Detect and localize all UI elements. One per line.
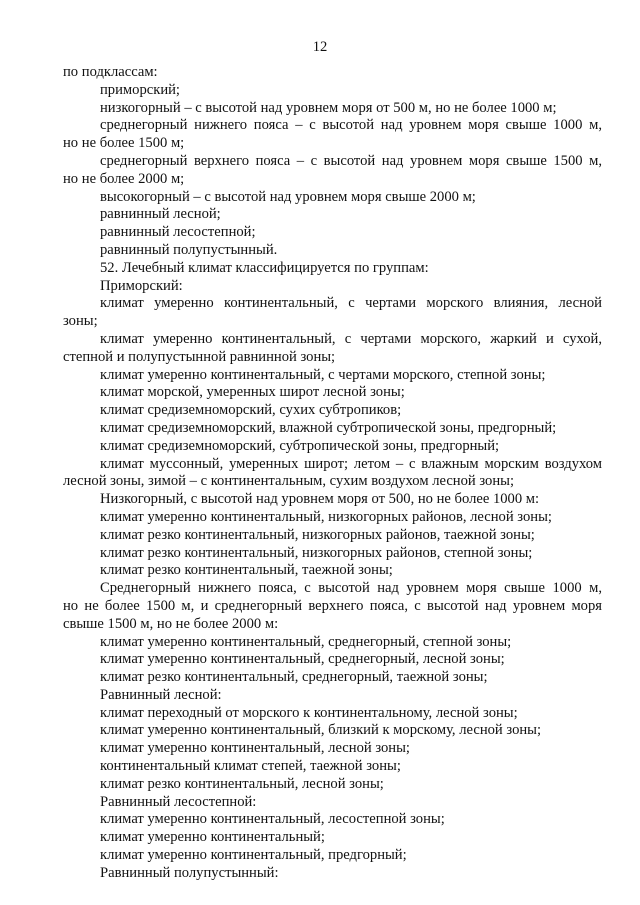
- text-line: климат умеренно континентальный, среднегорный, степной зоны;: [100, 633, 512, 650]
- text-line: климат переходный от морского к континентальному, лесной зоны;: [100, 704, 518, 721]
- text-line: климат умеренно континентальный, с чертами морского, степной зоны;: [100, 366, 546, 383]
- text-line: климат средиземноморский, сухих субтропиков;: [100, 402, 402, 419]
- text-line: климат резко континентальный, лесной зоны;: [100, 775, 384, 792]
- text-line: климат резко континентальный, среднегорный, таежной зоны;: [100, 669, 488, 686]
- text-line: высокогорный – с высотой над уровнем моря свыше 2000 м;: [100, 188, 476, 205]
- page-number: 12: [312, 39, 328, 55]
- text-line: климат умеренно континентальный, лесостепной зоны;: [100, 811, 445, 828]
- text-line: континентальный климат степей, таежной зоны;: [100, 758, 401, 775]
- text-line: климат умеренно континентальный, с чертами морского, жаркий и сухой,: [100, 330, 602, 347]
- text-line: климат умеренно континентальный, предгорный;: [100, 847, 407, 864]
- document-body: [63, 64, 602, 883]
- text-line: климат средиземноморский, субтропической зоны, предгорный;: [100, 437, 500, 454]
- text-line: климат муссонный, умеренных широт; летом – с влажным морским воздухом: [100, 455, 602, 472]
- text-line: среднегорный нижнего пояса – с высотой над уровнем моря свыше 1000 м,: [100, 117, 602, 134]
- text-line: климат умеренно континентальный, с чертами морского влияния, лесной: [100, 295, 602, 312]
- text-line: климат умеренно континентальный, среднегорный, лесной зоны;: [100, 651, 505, 668]
- text-line: климат умеренно континентальный, низкогорных районов, лесной зоны;: [100, 508, 552, 525]
- text-line: Равнинный лесной:: [100, 686, 222, 703]
- text-line: приморский;: [100, 81, 180, 98]
- text-line: Равнинный лесостепной:: [100, 793, 257, 810]
- text-line: по подклассам:: [63, 64, 158, 80]
- text-line: климат умеренно континентальный, близкий к морскому, лесной зоны;: [100, 722, 542, 739]
- text-line: равнинный полупустынный.: [100, 241, 278, 258]
- text-line: Приморский:: [100, 277, 183, 294]
- text-line: Низкогорный, с высотой над уровнем моря от 500, но не более 1000 м:: [100, 491, 540, 508]
- text-line: свыше 1500 м, но не более 2000 м:: [63, 615, 279, 632]
- text-line: климат средиземноморский, влажной субтропической зоны, предгорный;: [100, 419, 557, 436]
- text-line: климат умеренно континентальный;: [100, 829, 325, 846]
- text-line: климат резко континентальный, низкогорных районов, степной зоны;: [100, 544, 533, 561]
- text-line: степной и полупустынной равнинной зоны;: [63, 348, 336, 365]
- text-line: равнинный лесной;: [100, 206, 221, 223]
- text-line: климат резко континентальный, таежной зоны;: [100, 562, 393, 579]
- text-line: но не более 2000 м;: [63, 170, 185, 187]
- text-line: зоны;: [63, 313, 98, 330]
- text-line: климат резко континентальный, низкогорных районов, таежной зоны;: [100, 526, 535, 543]
- text-line: но не более 1500 м;: [63, 135, 185, 152]
- text-line: но не более 1500 м, и среднегорный верхнего пояса, с высотой над уровнем моря: [63, 597, 602, 614]
- text-line: климат умеренно континентальный, лесной зоны;: [100, 740, 410, 757]
- text-line: низкогорный – с высотой над уровнем моря от 500 м, но не более 1000 м;: [100, 99, 557, 116]
- text-line: Среднегорный нижнего пояса, с высотой над уровнем моря свыше 1000 м,: [100, 580, 602, 597]
- text-line: равнинный лесостепной;: [100, 224, 256, 241]
- text-line: климат морской, умеренных широт лесной зоны;: [100, 384, 405, 401]
- text-line: 52. Лечебный климат классифицируется по группам:: [100, 259, 429, 276]
- text-line: среднегорный верхнего пояса – с высотой над уровнем моря свыше 1500 м,: [100, 152, 602, 169]
- text-line: Равнинный полупустынный:: [100, 864, 279, 881]
- text-line: лесной зоны, зимой – с континентальным, сухим воздухом лесной зоны;: [63, 473, 515, 490]
